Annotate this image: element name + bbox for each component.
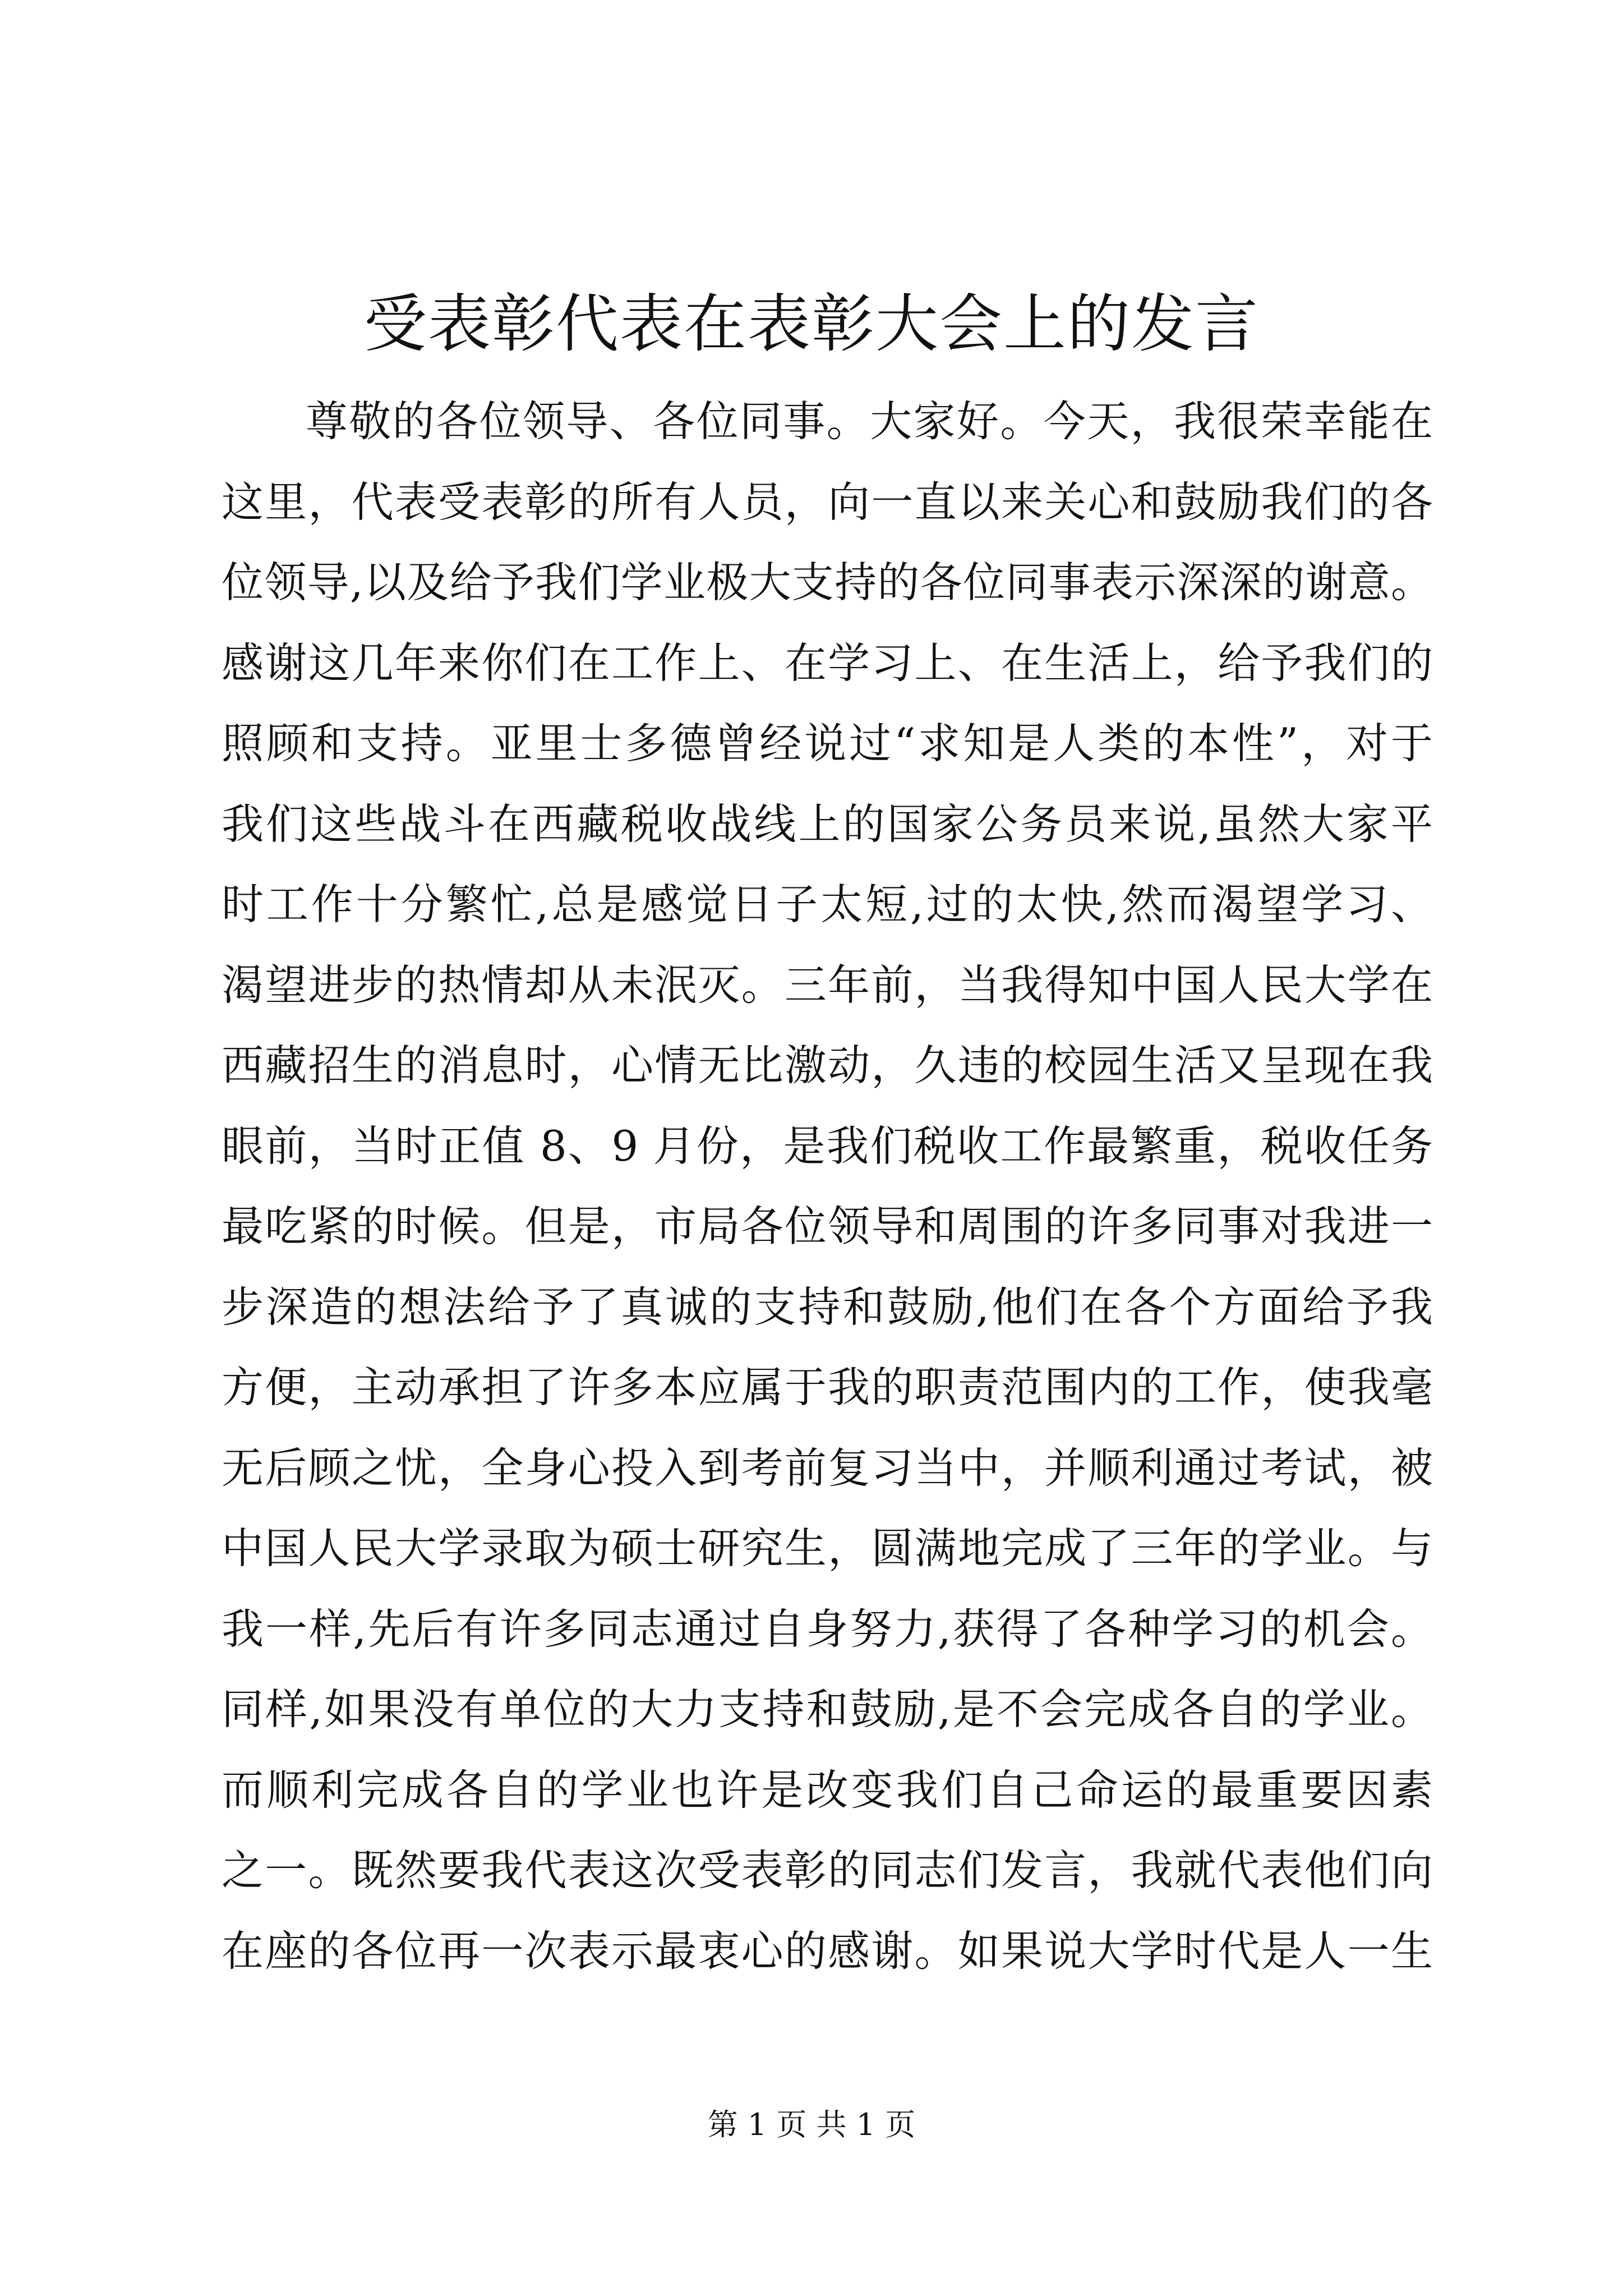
body-line: 之一。既然要我代表这次受表彰的同志们发言，我就代表他们向 [222,1846,1433,1895]
body-line: 渴望进步的热情却从未泯灭。三年前，当我得知中国人民大学在 [222,960,1433,1010]
document-title: 受表彰代表在表彰大会上的发言 [364,288,1259,361]
body-line: 步深造的想法给予了真诚的支持和鼓励,他们在各个方面给予我 [222,1282,1433,1332]
body-line: 照顾和支持。亚里士多德曾经说过“求知是人类的本性”，对于 [222,719,1433,768]
body-line: 这里，代表受表彰的所有人员，向一直以来关心和鼓励我们的各 [222,477,1433,527]
body-line: 在座的各位再一次表示最衷心的感谢。如果说大学时代是人一生 [222,1926,1433,1976]
body-line: 位领导,以及给予我们学业极大支持的各位同事表示深深的谢意。 [222,558,1433,607]
body-line: 时工作十分繁忙,总是感觉日子太短,过的太快,然而渴望学习、 [222,880,1433,929]
document-body [222,381,1433,1991]
body-line: 同样,如果没有单位的大力支持和鼓励,是不会完成各自的学业。 [222,1685,1433,1734]
body-line: 中国人民大学录取为硕士研究生，圆满地完成了三年的学业。与 [222,1524,1433,1573]
body-line: 我们这些战斗在西藏税收战线上的国家公务员来说,虽然大家平 [222,799,1433,849]
body-line: 无后顾之忧，全身心投入到考前复习当中，并顺利通过考试，被 [222,1443,1433,1493]
body-line: 感谢这几年来你们在工作上、在学习上、在生活上，给予我们的 [222,638,1433,688]
body-line: 方便，主动承担了许多本应属于我的职责范围内的工作，使我毫 [222,1363,1433,1412]
body-line: 西藏招生的消息时，心情无比激动，久违的校园生活又呈现在我 [222,1041,1433,1090]
body-line: 最吃紧的时候。但是，市局各位领导和周围的许多同事对我进一 [222,1202,1433,1251]
body-line: 尊敬的各位领导、各位同事。大家好。今天，我很荣幸能在 [306,397,1433,446]
body-line: 而顺利完成各自的学业也许是改变我们自己命运的最重要因素 [222,1765,1433,1815]
page-footer: 第 1 页 共 1 页 [707,2107,916,2142]
body-line: 眼前，当时正值 8、9 月份，是我们税收工作最繁重，税收任务 [222,1121,1433,1171]
body-line: 我一样,先后有许多同志通过自身努力,获得了各种学习的机会。 [222,1604,1433,1654]
